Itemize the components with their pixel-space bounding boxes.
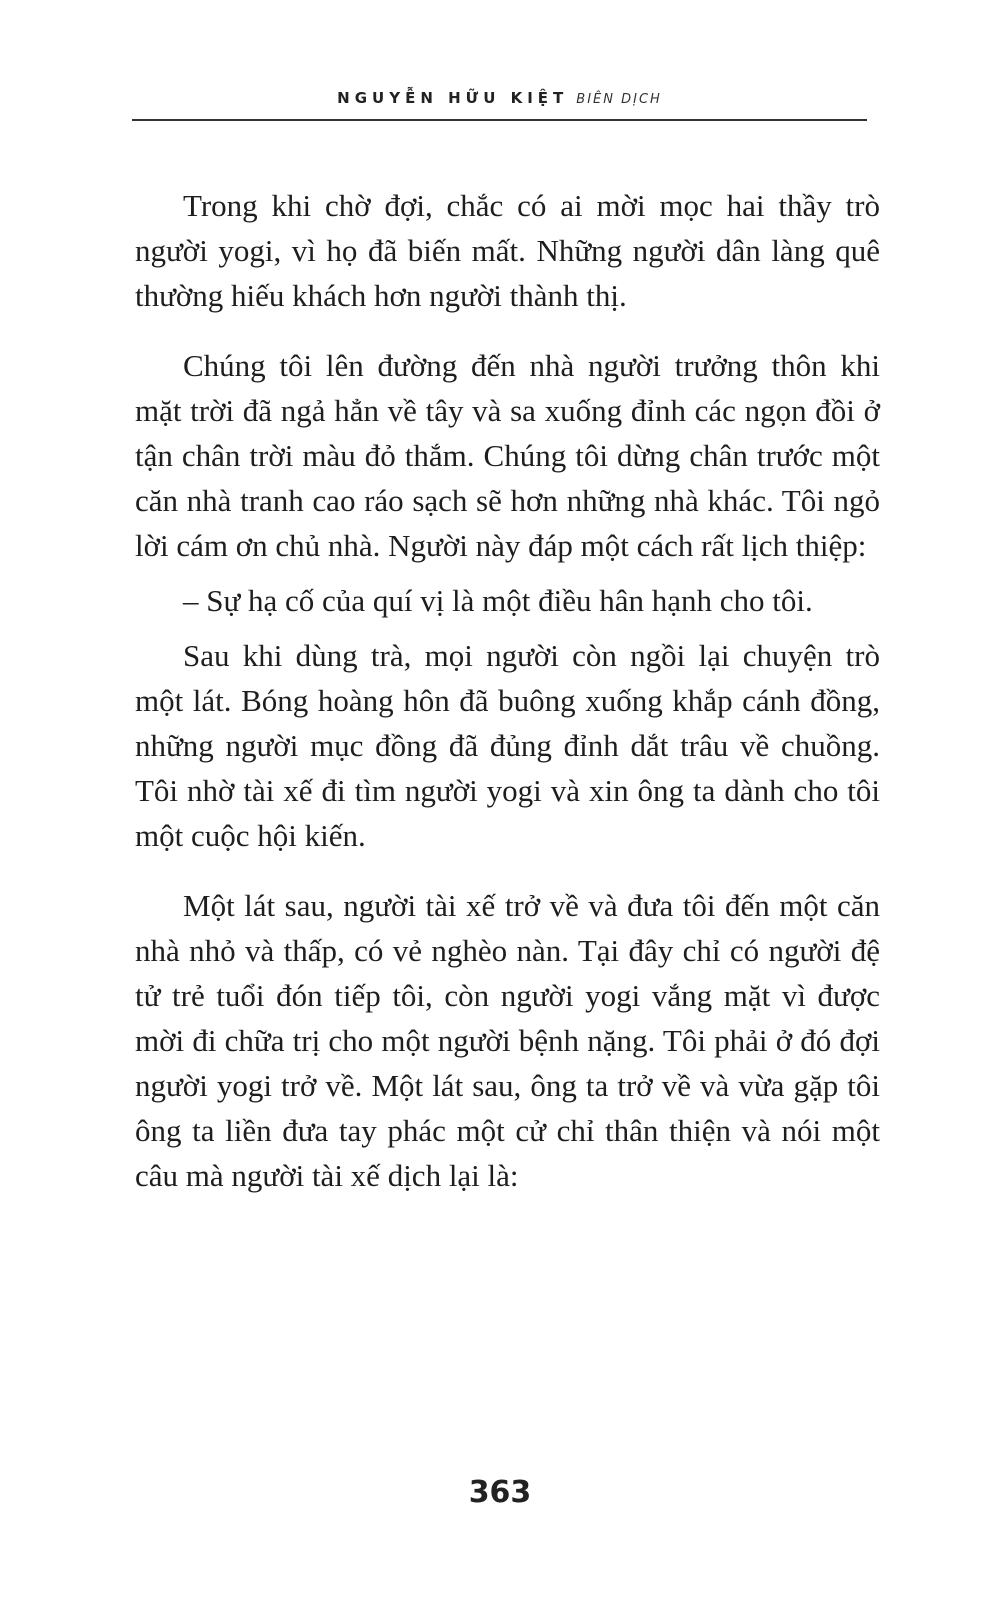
header-role: BIÊN DỊCH (576, 92, 662, 107)
page-body (135, 183, 880, 1198)
paragraph: Trong khi chờ đợi, chắc có ai mời mọc hai thầy trò người yogi, vì họ đã biến mất. Những người dân làng quê thường hiếu khách hơn người thành thị. (135, 188, 880, 313)
dialogue-paragraph: – Sự hạ cố của quí vị là một điều hân hạnh cho tôi. (183, 583, 813, 618)
header-author: NGUYỄN HỮU KIỆT (337, 89, 569, 107)
paragraph: Sau khi dùng trà, mọi người còn ngồi lại chuyện trò một lát. Bóng hoàng hôn đã buông xuống khắp cánh đồng, những người mục đồng đã đủng đỉnh dắt trâu về chuồng. Tôi nhờ tài xế đi tìm người yogi và xin ông ta dành cho tôi một cuộc hội kiến. (135, 638, 880, 853)
page-number: 363 (468, 1475, 532, 1510)
running-header (132, 88, 867, 112)
header-divider (132, 119, 867, 121)
paragraph: Chúng tôi lên đường đến nhà người trưởng thôn khi mặt trời đã ngả hẳn về tây và sa xuống đỉnh các ngọn đồi ở tận chân trời màu đỏ thắm. Chúng tôi dừng chân trước một căn nhà tranh cao ráo sạch sẽ hơn những nhà khác. Tôi ngỏ lời cám ơn chủ nhà. Người này đáp một cách rất lịch thiệp: (135, 348, 880, 563)
paragraph: Một lát sau, người tài xế trở về và đưa tôi đến một căn nhà nhỏ và thấp, có vẻ nghèo nàn. Tại đây chỉ có người đệ tử trẻ tuổi đón tiếp tôi, còn người yogi vắng mặt vì được mời đi chữa trị cho một người bệnh nặng. Tôi phải ở đó đợi người yogi trở về. Một lát sau, ông ta trở về và vừa gặp tôi ông ta liền đưa tay phác một cử chỉ thân thiện và nói một câu mà người tài xế dịch lại là: (135, 888, 880, 1193)
